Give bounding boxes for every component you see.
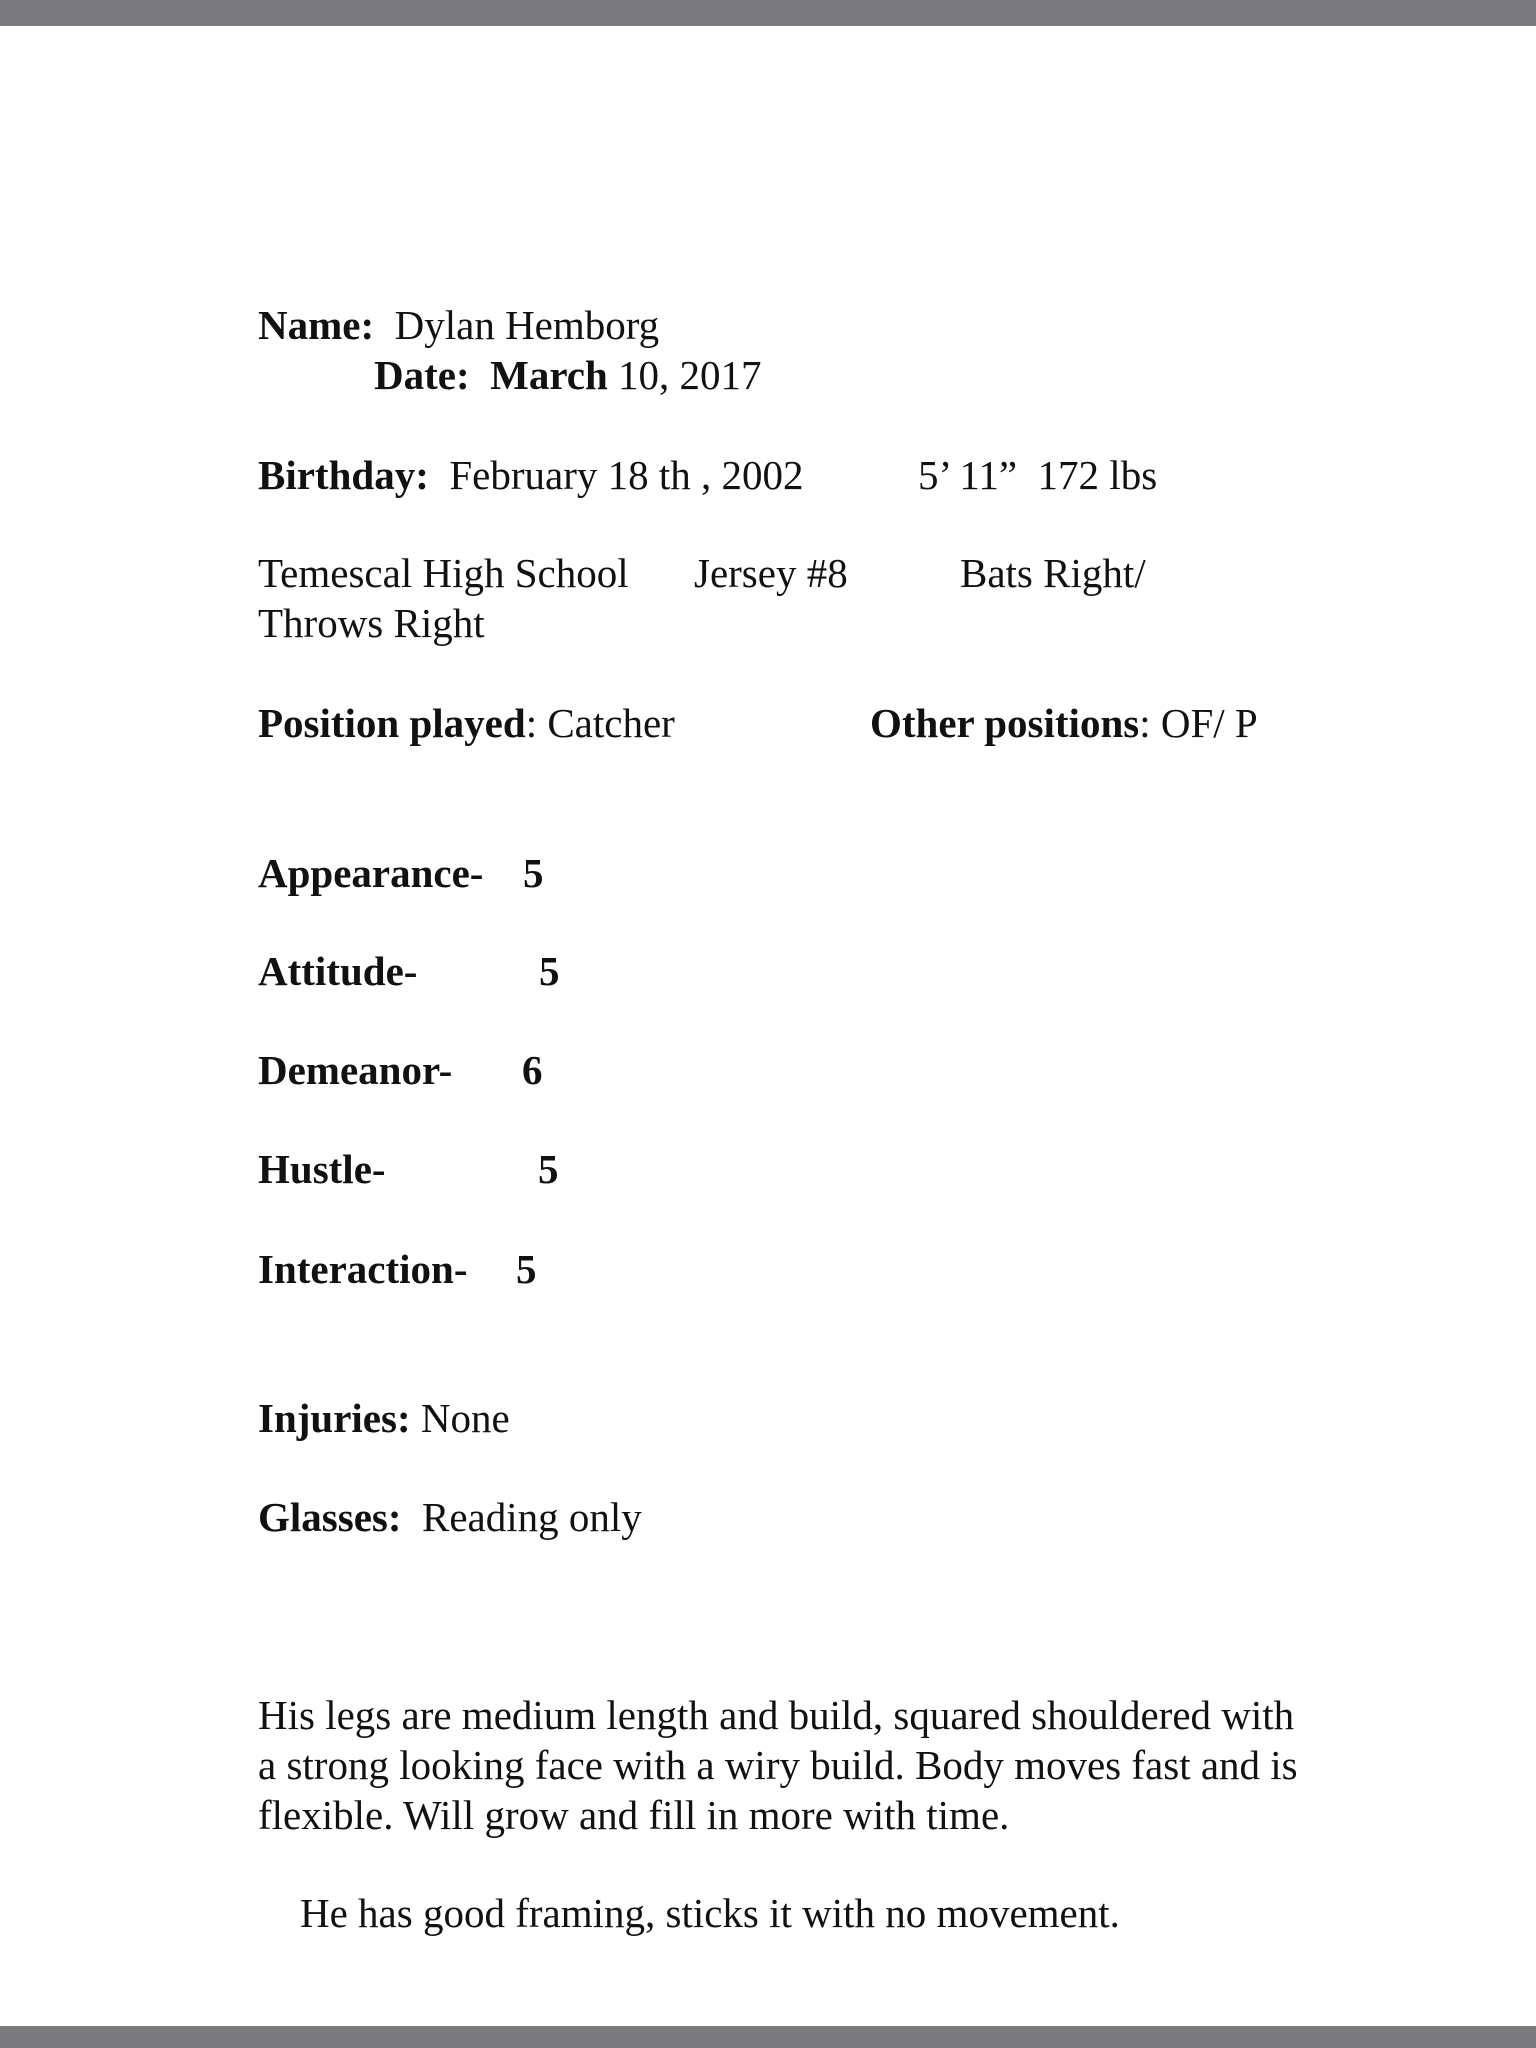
height-weight bbox=[918, 450, 1157, 500]
injuries-label: Injuries: bbox=[258, 1395, 411, 1441]
position-played-label: Position played bbox=[258, 700, 526, 746]
school-name: Temescal High School bbox=[258, 550, 629, 596]
glasses-label: Glasses: bbox=[258, 1494, 402, 1540]
rating-label: Hustle- bbox=[258, 1146, 386, 1192]
other-positions bbox=[870, 698, 1258, 748]
notes-paragraph-framing: He has good framing, sticks it with no movement. bbox=[300, 1890, 1120, 1936]
jersey-number: Jersey #8 bbox=[694, 550, 848, 596]
rating-label: Attitude- bbox=[258, 948, 418, 994]
name-label: Name: bbox=[258, 302, 375, 348]
rating-label: Demeanor- bbox=[258, 1047, 453, 1093]
date-label: Date: bbox=[374, 352, 470, 398]
rating-score: 5 bbox=[523, 850, 544, 896]
name-value: Dylan Hemborg bbox=[394, 302, 660, 348]
rating-score: 6 bbox=[522, 1047, 543, 1093]
rating-label: Appearance- bbox=[258, 850, 484, 896]
weight-value: 172 lbs bbox=[1037, 452, 1158, 498]
notes-paragraph-build: His legs are medium length and build, squared shouldered with a strong looking face with a wiry build. Body moves fast and is flexible. Will grow and fill in more with time. bbox=[258, 1692, 1298, 1838]
document-page bbox=[0, 26, 1536, 2026]
rating-score: 5 bbox=[539, 948, 560, 994]
date-rest: 10, 2017 bbox=[618, 352, 762, 398]
injuries-value: None bbox=[420, 1395, 510, 1441]
height-value: 5’ 11” bbox=[918, 452, 1018, 498]
throws-hand: Throws Right bbox=[258, 600, 485, 646]
other-positions-value: : OF/ P bbox=[1139, 700, 1258, 746]
name-row bbox=[258, 300, 659, 350]
other-positions-label: Other positions bbox=[870, 700, 1140, 746]
birthday-value: February 18 th , 2002 bbox=[449, 452, 804, 498]
date-month: March bbox=[490, 352, 608, 398]
birthday-row bbox=[258, 450, 804, 500]
rating-score: 5 bbox=[516, 1246, 537, 1292]
rating-hustle bbox=[258, 1144, 386, 1194]
rating-appearance bbox=[258, 848, 483, 898]
glasses-value: Reading only bbox=[422, 1494, 642, 1540]
position-played-value: : Catcher bbox=[525, 700, 675, 746]
rating-interaction bbox=[258, 1244, 468, 1294]
bats-hand: Bats Right/ bbox=[960, 550, 1146, 596]
date-row bbox=[374, 350, 762, 400]
rating-label: Interaction- bbox=[258, 1246, 468, 1292]
rating-attitude bbox=[258, 946, 417, 996]
position-played bbox=[258, 698, 675, 748]
birthday-label: Birthday: bbox=[258, 452, 429, 498]
glasses-row bbox=[258, 1492, 642, 1542]
rating-score: 5 bbox=[538, 1146, 559, 1192]
injuries-row bbox=[258, 1393, 510, 1443]
rating-demeanor bbox=[258, 1045, 452, 1095]
